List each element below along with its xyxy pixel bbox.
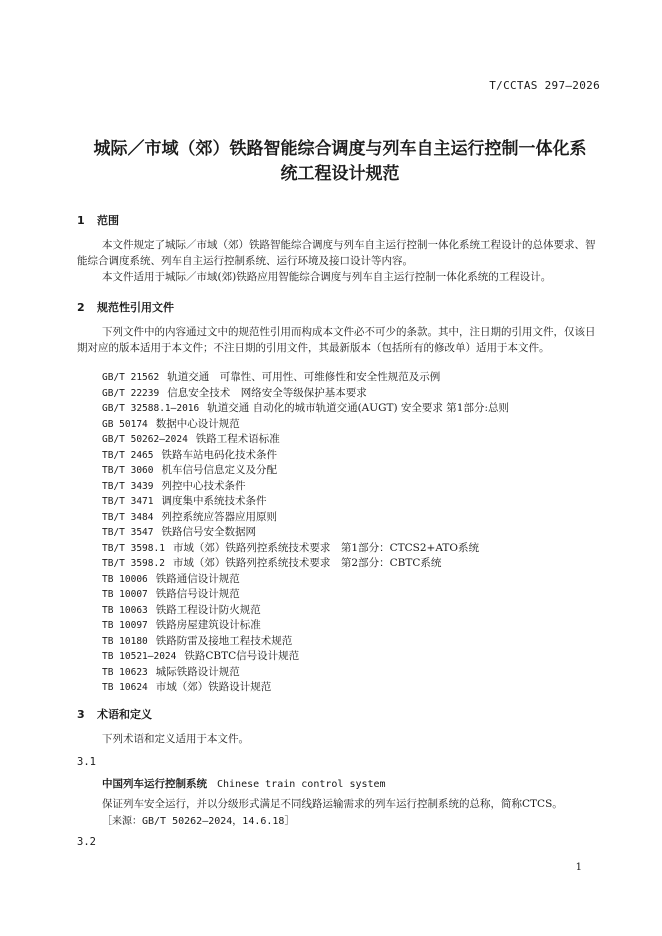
reference-title: 市域（郊）铁路列控系统技术要求 第2部分：CBTC系统	[172, 557, 442, 569]
reference-title: 铁路工程术语标准	[195, 433, 280, 445]
section-2-heading	[77, 299, 174, 315]
reference-code: TB/T 3547	[102, 527, 154, 538]
scope-paragraph-1: 本文件规定了城际／市域（郊）铁路智能综合调度与列车自主运行控制一体化系统工程设计的总体要求、智能综合调度系统、列车自主运行控制系统、运行环境及接口设计等内容。	[77, 239, 596, 267]
reference-title: 机车信号信息定义及分配	[161, 464, 277, 476]
reference-item	[102, 401, 509, 417]
page-number: 1	[575, 862, 582, 873]
reference-title: 城际铁路设计规范	[155, 665, 240, 678]
reference-code: TB/T 3060	[102, 465, 154, 476]
reference-code: TB/T 3471	[102, 496, 154, 507]
reference-title: 信息安全技术 网络安全等级保护基本要求	[167, 386, 367, 399]
reference-code: TB/T 3484	[102, 511, 154, 523]
reference-item	[102, 448, 509, 464]
reference-title: 轨道交通 自动化的城市轨道交通(AUGT) 安全要求 第1部分:总则	[207, 402, 509, 414]
reference-title: 市域（郊）铁路设计规范	[155, 681, 272, 693]
section-number: 1	[77, 214, 85, 227]
reference-item	[102, 510, 509, 526]
reference-item	[102, 417, 509, 433]
reference-item	[102, 634, 509, 650]
reference-code: TB 10180	[102, 635, 148, 647]
reference-title: 市域（郊）铁路列控系统技术要求 第1部分：CTCS2+ATO系统	[172, 541, 479, 554]
reference-code: TB 10097	[102, 620, 148, 631]
section-title: 术语和定义	[97, 708, 152, 721]
standard-code: T/CCTAS 297—2026	[489, 79, 600, 92]
reference-title: 轨道交通 可靠性、可用性、可维修性和安全性规范及示例	[167, 371, 441, 383]
reference-code: TB/T 3598.1	[102, 542, 165, 554]
reference-item	[102, 463, 509, 479]
term-definition: 保证列车安全运行，并以分级形式满足不同线路运输需求的列车运行控制系统的总称，简称CTCS。	[102, 798, 563, 810]
reference-item	[102, 432, 509, 448]
reference-title: 铁路信号设计规范	[155, 588, 240, 600]
reference-item	[102, 556, 509, 572]
reference-title: 铁路信号安全数据网	[161, 526, 256, 538]
document-title	[70, 137, 610, 187]
reference-list	[102, 370, 509, 696]
reference-code: TB 10006	[102, 573, 148, 585]
reference-code: GB 50174	[102, 418, 148, 430]
section-number: 3	[77, 708, 85, 721]
reference-code: TB/T 3439	[102, 480, 154, 492]
reference-item	[102, 665, 509, 681]
section-1-heading	[77, 212, 119, 228]
term-entry	[102, 776, 386, 791]
reference-item	[102, 370, 509, 386]
reference-code: GB/T 21562	[102, 372, 160, 383]
reference-item	[102, 572, 509, 588]
section-3-heading	[77, 706, 152, 722]
clause-3-1-number: 3.1	[77, 756, 96, 768]
term-source: ［来源：GB/T 50262—2024，14.6.18］	[102, 816, 295, 827]
reference-code: TB/T 3598.2	[102, 558, 165, 569]
normative-references-intro: 下列文件中的内容通过文中的规范性引用而构成本文件必不可少的条款。其中，注日期的引用文件，仅该日期对应的版本适用于本文件；不注日期的引用文件，其最新版本（包括所有的修改单）适用于本文件。	[77, 326, 596, 354]
reference-code: TB/T 2465	[102, 449, 154, 461]
reference-code: TB 10063	[102, 604, 148, 616]
section-title: 规范性引用文件	[97, 301, 174, 314]
term-english: Chinese train control system	[217, 779, 386, 790]
reference-item	[102, 618, 509, 634]
reference-code: GB/T 32588.1—2016	[102, 403, 200, 414]
title-line-2: 统工程设计规范	[280, 164, 400, 184]
reference-item	[102, 525, 509, 541]
reference-code: TB 10007	[102, 589, 148, 600]
reference-title: 调度集中系统技术条件	[161, 495, 267, 507]
reference-title: 铁路防雷及接地工程技术规范	[155, 634, 293, 647]
section-number: 2	[77, 301, 85, 314]
reference-item	[102, 603, 509, 619]
reference-title: 铁路CBTC信号设计规范	[184, 650, 300, 662]
reference-code: GB/T 22239	[102, 387, 160, 399]
reference-code: TB 10521—2024	[102, 651, 177, 662]
scope-paragraph-2: 本文件适用于城际／市域(郊)铁路应用智能综合调度与列车自主运行控制一体化系统的工程设计。	[102, 271, 552, 283]
reference-code: TB 10623	[102, 666, 148, 678]
section-title: 范围	[97, 214, 119, 227]
reference-item	[102, 587, 509, 603]
reference-item	[102, 541, 509, 557]
reference-code: GB/T 50262—2024	[102, 434, 188, 445]
reference-item	[102, 649, 509, 665]
reference-title: 列控中心技术条件	[161, 479, 246, 492]
term-chinese: 中国列车运行控制系统	[102, 778, 207, 790]
terms-intro: 下列术语和定义适用于本文件。	[102, 733, 249, 745]
reference-title: 铁路房屋建筑设计标准	[155, 619, 261, 631]
reference-title: 铁路通信设计规范	[155, 572, 240, 585]
reference-title: 铁路车站电码化技术条件	[161, 448, 277, 461]
reference-item	[102, 386, 509, 402]
clause-3-2-number: 3.2	[77, 836, 96, 848]
reference-item	[102, 494, 509, 510]
title-line-1: 城际／市域（郊）铁路智能综合调度与列车自主运行控制一体化系	[93, 139, 587, 159]
reference-item	[102, 680, 509, 696]
reference-code: TB 10624	[102, 682, 148, 693]
reference-title: 列控系统应答器应用原则	[161, 510, 277, 523]
reference-item	[102, 479, 509, 495]
reference-title: 铁路工程设计防火规范	[155, 603, 261, 616]
reference-title: 数据中心设计规范	[155, 417, 240, 430]
